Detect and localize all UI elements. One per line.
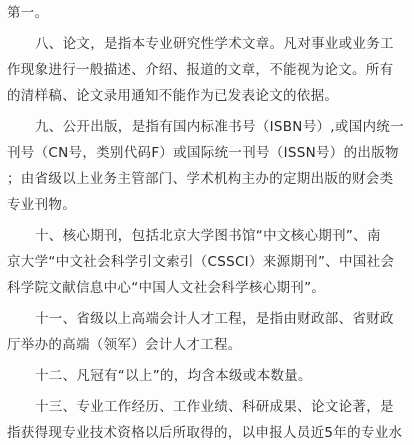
paragraph-10-line: 科学院文献信息中心“中国人文社会科学核心期刊”。 bbox=[7, 280, 326, 296]
paragraph-13-line: 指获得现专业技术资格以后所取得的，以申报人员近5年的专业水 bbox=[7, 425, 403, 441]
paragraph-12-line: 十二、凡冠有“以上”的，均含本级或本数量。 bbox=[35, 368, 312, 384]
paragraph-9-line: ；由省级以上业务主管部门、学术机构主办的定期出版的财会类 bbox=[7, 171, 394, 187]
paragraph-8-line: 作现象进行一般描述、介绍、报道的文章，不能视为论文。所有 bbox=[7, 62, 394, 78]
text-line: 第一。 bbox=[7, 5, 49, 21]
paragraph-8-line: 的清样稿、论文录用通知不能作为已发表论文的依据。 bbox=[7, 88, 339, 104]
paragraph-10-line: 京大学“中文社会科学引文索引（CSSCI）来源期刊”、中国社会 bbox=[7, 254, 395, 270]
paragraph-10-line: 十、核心期刊，包括北京大学图书馆“中文核心期刊”、南 bbox=[35, 228, 381, 244]
paragraph-11-line: 厅举办的高端（领军）会计人才工程。 bbox=[7, 337, 242, 353]
paragraph-13-line: 十三、专业工作经历、工作业绩、科研成果、论文论著，是 bbox=[35, 399, 394, 415]
paragraph-11-line: 十一、省级以上高端会计人才工程，是指由财政部、省财政 bbox=[35, 311, 394, 327]
paragraph-9-line: 九、公开出版，是指有国内标准书号（ISBN号）,或国内统一 bbox=[35, 119, 404, 135]
paragraph-9-line: 刊号（CN号，类别代码F）或国际统一刊号（ISSN号）的出版物 bbox=[7, 145, 399, 161]
paragraph-8-line: 八、论文，是指本专业研究性学术文章。凡对事业或业务工 bbox=[35, 36, 394, 52]
paragraph-9-line: 专业刊物。 bbox=[7, 197, 76, 213]
